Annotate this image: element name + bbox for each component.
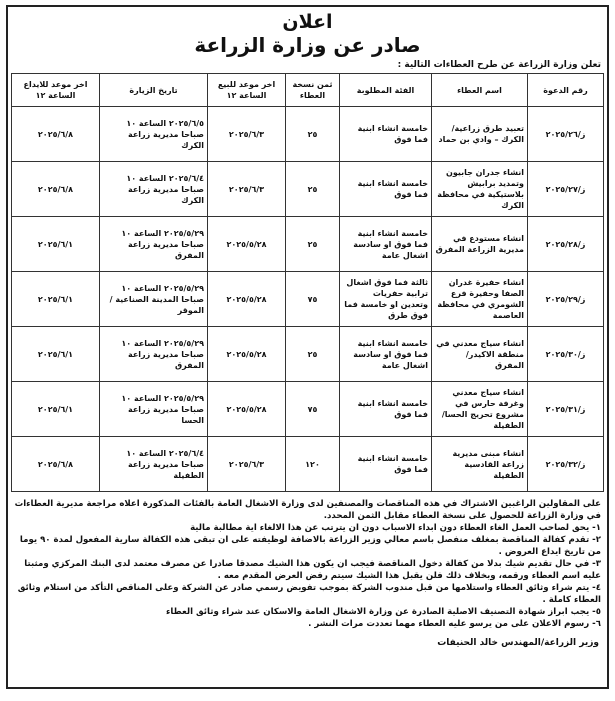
deposit-deadline-cell: ٢٠٢٥/٦/١: [12, 382, 100, 437]
call-number-cell: ز/٢٠٢٥/٢٧: [528, 162, 604, 217]
notes-lead: على المقاولين الراغبين الاشتراك في هذه المناقصات والمصنفين لدى وزارة الاشغال العامة بالفئات المذكورة اعلاه مراجعة مديرية العطاءات في وزارة الزراعة للحصول على نسخة العطاء مقابل الثمن المحدد.: [14, 499, 601, 521]
note-item: ٦- رسوم الاعلان على من يرسو عليه العطاء مهما تعددت مرات النشر .: [308, 619, 601, 629]
table-row: [12, 217, 604, 272]
call-number-cell: ز/٢٠٢٥/٢٩: [528, 272, 604, 327]
note-item: ٥- يجب ابراز شهادة التصنيف الاصلية الصادرة عن وزارة الاشغال العامة والاسكان عند شراء وثائق العطاء: [166, 607, 601, 617]
call-number-cell: ز/٢٠٢٥/٣١: [528, 382, 604, 437]
deposit-deadline-cell: ٢٠٢٥/٦/١: [12, 327, 100, 382]
table-row: [12, 382, 604, 437]
visit-date-cell: ٢٠٢٥/٦/٤ الساعة ١٠ صباحا مديرية زراعة الكرك: [100, 162, 208, 217]
tender-name-cell: انشاء مستودع في مديرية الزراعة المفرق: [432, 217, 528, 272]
table-row: [12, 272, 604, 327]
table-header-row: [12, 74, 604, 107]
intro-text: تعلن وزارة الزراعة عن طرح العطاءات التالية :: [397, 60, 601, 70]
copy-price-cell: ٢٥: [286, 327, 340, 382]
notes-section: [8, 492, 607, 630]
deposit-deadline-cell: ٢٠٢٥/٦/٨: [12, 437, 100, 492]
sale-deadline-cell: ٢٠٢٥/٦/٣: [208, 107, 286, 162]
tender-name-cell: انشاء جدران جابيون وتمديد برابيش بلاستيكية في محافظة الكرك: [432, 162, 528, 217]
tender-name-cell: تعبيد طرق زراعية/الكرك – وادي بن حماد: [432, 107, 528, 162]
category-cell: خامسة انشاء ابنية فما فوق: [340, 382, 432, 437]
note-item: ٤- يتم شراء وثائق العطاء واستلامها من قبل مندوب الشركة بموجب تفويض رسمي صادر عن الشركة وعلى المناقص التأكد من استلام وثائق العطاء كاملة .: [17, 583, 601, 605]
call-number-cell: ز/٢٠٢٥/٢٨: [528, 217, 604, 272]
copy-price-cell: ٢٥: [286, 107, 340, 162]
call-number-cell: ز/٢٠٢٥/٣٠: [528, 327, 604, 382]
column-header: رقم الدعوة: [528, 74, 604, 107]
visit-date-cell: ٢٠٢٥/٦/٥ الساعة ١٠ صباحا مديرية زراعة الكرك: [100, 107, 208, 162]
category-cell: خامسة انشاء ابنية فما فوق او سادسة اشغال عامة: [340, 327, 432, 382]
sale-deadline-cell: ٢٠٢٥/٥/٢٨: [208, 272, 286, 327]
sale-deadline-cell: ٢٠٢٥/٦/٣: [208, 437, 286, 492]
copy-price-cell: ٧٥: [286, 272, 340, 327]
visit-date-cell: ٢٠٢٥/٥/٢٩ الساعة ١٠ صباحا مديرية زراعة الحسا: [100, 382, 208, 437]
visit-date-cell: ٢٠٢٥/٥/٢٩ الساعة ١٠ صباحا المدينة الصناعية /الموقر: [100, 272, 208, 327]
column-header: ثمن نسخة العطاء: [286, 74, 340, 107]
category-cell: خامسة انشاء ابنية فما فوق: [340, 107, 432, 162]
copy-price-cell: ٢٥: [286, 217, 340, 272]
issuer-subtitle: صادر عن وزارة الزراعة: [194, 33, 421, 57]
tender-name-cell: انشاء حفيرة غدران الصفا وحفيرة فرع الشومري في محافظة العاصمة: [432, 272, 528, 327]
deposit-deadline-cell: ٢٠٢٥/٦/١: [12, 217, 100, 272]
note-item: ٣- في حال تقديم شيك بدلا من كفالة دخول المناقصة فيجب ان يكون هذا الشيك مصدقا صادرا عن مصرف معتمد لدى البنك المركزي ومثبتا عليه اسم العطاء ورقمه، وبخلاف ذلك فلن يقبل هذا الشيك سيتم رفض العرض المقدم معه .: [24, 559, 601, 581]
announcement-page: [6, 5, 609, 689]
sale-deadline-cell: ٢٠٢٥/٥/٢٨: [208, 382, 286, 437]
deposit-deadline-cell: ٢٠٢٥/٦/٨: [12, 162, 100, 217]
signature: وزير الزراعة/المهندس خالد الحنيفات: [437, 638, 599, 648]
note-item: ٢- تقدم كفالة المناقصة بمغلف منفصل باسم معالي وزير الزراعة بالاضافة لوظيفته على ان تبقى هذه الكفالة سارية المفعول لمدة ٩٠ يوما من تاريخ ايداع العروض .: [19, 535, 601, 557]
visit-date-cell: ٢٠٢٥/٦/٤ الساعة ١٠ صباحا مديرية زراعة الطفيلة: [100, 437, 208, 492]
column-header: الفئة المطلوبة: [340, 74, 432, 107]
copy-price-cell: ١٢٠: [286, 437, 340, 492]
sale-deadline-cell: ٢٠٢٥/٦/٣: [208, 162, 286, 217]
tender-name-cell: انشاء مبنى مديرية زراعة القادسية الطفيلة: [432, 437, 528, 492]
tender-name-cell: انشاء سياج معدني في منطقة الاكيدر/ المفرق: [432, 327, 528, 382]
column-header: اخر موعد للبيع الساعة ١٢: [208, 74, 286, 107]
table-row: [12, 437, 604, 492]
table-row: [12, 107, 604, 162]
column-header: تاريخ الزيارة: [100, 74, 208, 107]
note-item: ١- يحق لصاحب العمل الغاء العطاء دون ابداء الاسباب دون ان يترتب عن هذا الالغاء اية مطالبة مالية: [190, 523, 601, 533]
category-cell: خامسة انشاء ابنية فما فوق: [340, 162, 432, 217]
sale-deadline-cell: ٢٠٢٥/٥/٢٨: [208, 327, 286, 382]
column-header: اخر موعد للايداع الساعة ١٢: [12, 74, 100, 107]
column-header: اسم العطاء: [432, 74, 528, 107]
table-row: [12, 162, 604, 217]
category-cell: خامسة انشاء ابنية فما فوق: [340, 437, 432, 492]
visit-date-cell: ٢٠٢٥/٥/٢٩ الساعة ١٠ صباحا مديرية زراعة المفرق: [100, 217, 208, 272]
visit-date-cell: ٢٠٢٥/٥/٢٩ الساعة ١٠ صباحا مديرية زراعة المفرق: [100, 327, 208, 382]
category-cell: ثالثة فما فوق اشغال ترابية حفريات وتعدين او خامسة فما فوق طرق: [340, 272, 432, 327]
call-number-cell: ز/٢٠٢٥/٢٦: [528, 107, 604, 162]
tenders-table: [11, 73, 604, 492]
copy-price-cell: ٢٥: [286, 162, 340, 217]
copy-price-cell: ٧٥: [286, 382, 340, 437]
table-row: [12, 327, 604, 382]
deposit-deadline-cell: ٢٠٢٥/٦/١: [12, 272, 100, 327]
tender-name-cell: انشاء سياج معدني وغرفة حارس في مشروع تحريج الحسا/الطفيلة: [432, 382, 528, 437]
deposit-deadline-cell: ٢٠٢٥/٦/٨: [12, 107, 100, 162]
announcement-title: اعلان: [282, 11, 333, 33]
sale-deadline-cell: ٢٠٢٥/٥/٢٨: [208, 217, 286, 272]
category-cell: خامسة انشاء ابنية فما فوق او سادسة اشغال عامة: [340, 217, 432, 272]
call-number-cell: ز/٢٠٢٥/٣٢: [528, 437, 604, 492]
